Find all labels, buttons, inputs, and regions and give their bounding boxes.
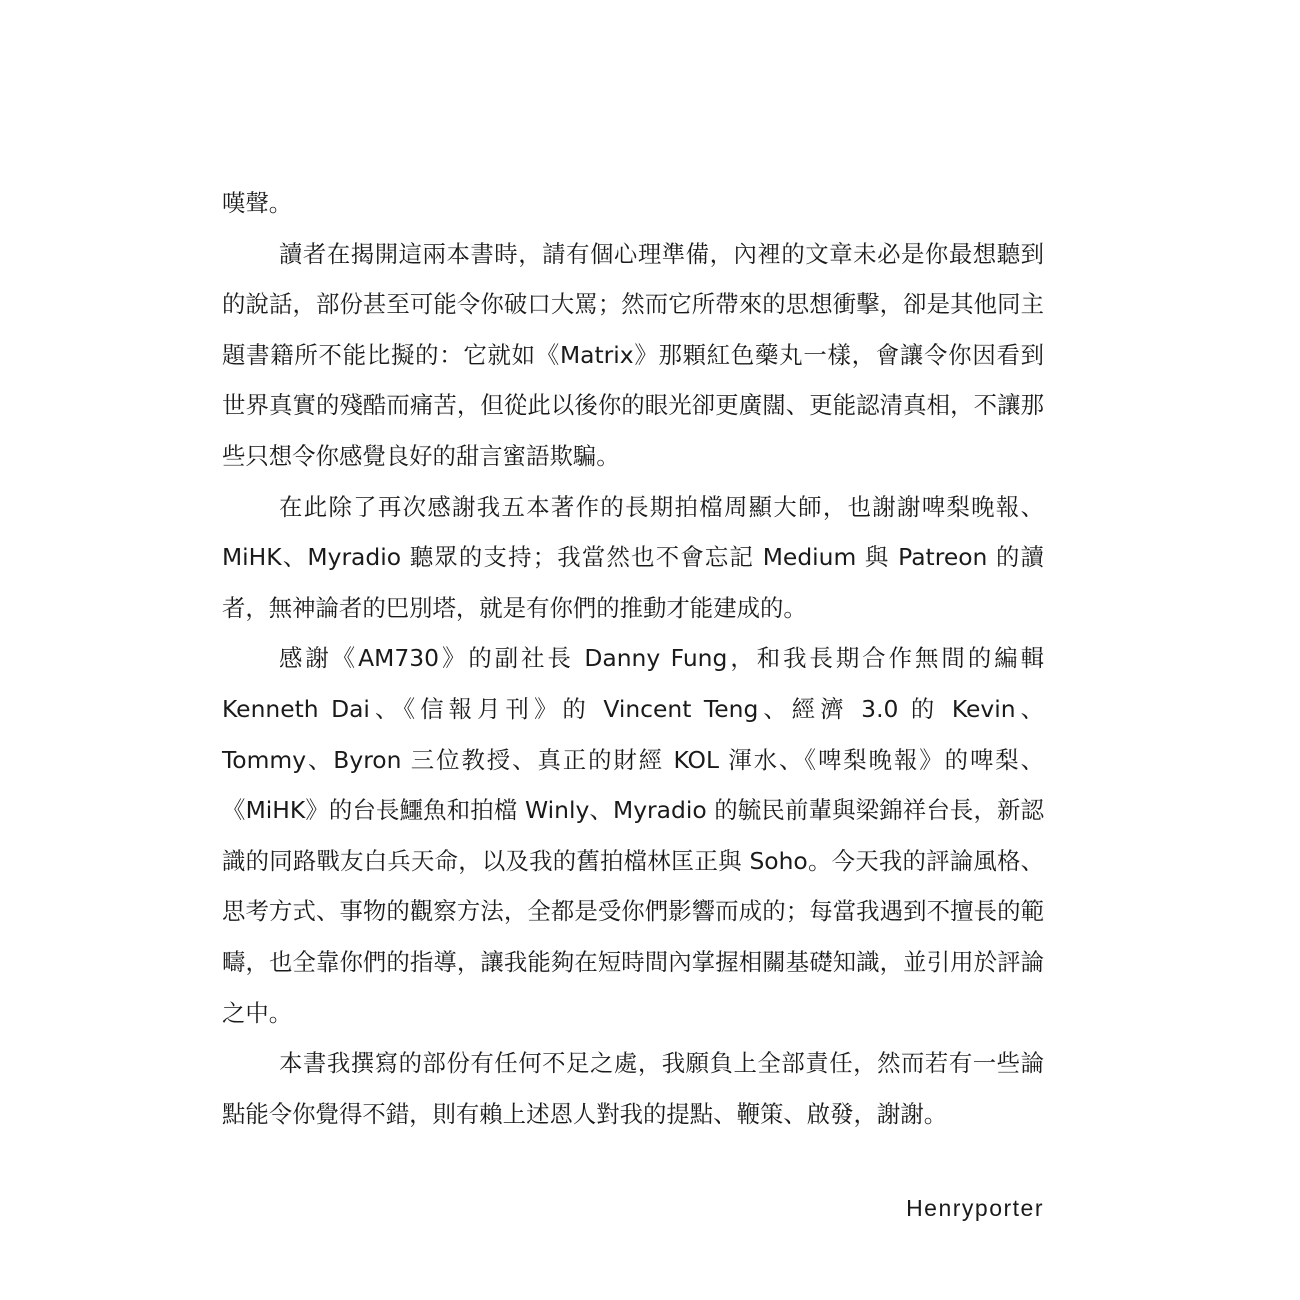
author-signature: Henryporter bbox=[906, 1195, 1044, 1221]
paragraph-thanks-audience: 在此除了再次感謝我五本著作的長期拍檔周顯大師，也謝謝啤梨晚報、MiHK、Myradio 聽眾的支持；我當然也不會忘記 Medium 與 Patreon 的讀者，無神論者的巴別塔，就是有你們的推動才能建成的。 bbox=[222, 492, 1044, 622]
document-body bbox=[222, 178, 1044, 1139]
paragraph-responsibility: 本書我撰寫的部份有任何不足之處，我願負上全部責任，然而若有一些論點能令你覺得不錯，則有賴上述恩人對我的提點、鞭策、啟發，謝謝。 bbox=[222, 1049, 1044, 1128]
paragraph-readers: 讀者在揭開這兩本書時，請有個心理準備，內裡的文章未必是你最想聽到的說話，部份甚至可能令你破口大罵；然而它所帶來的思想衝擊，卻是其他同主題書籍所不能比擬的：它就如《Matrix》那顆紅色藥丸一樣，會讓令你因看到世界真實的殘酷而痛苦，但從此以後你的眼光卻更廣闊、更能認清真相，不讓那些只想令你感覺良好的甜言蜜語欺騙。 bbox=[222, 239, 1044, 470]
paragraph-continuation: 嘆聲。 bbox=[222, 189, 293, 217]
paragraph-thanks-collaborators: 感謝《AM730》的副社長 Danny Fung，和我長期合作無間的編輯 Kenneth Dai、《信報月刊》的 Vincent Teng、經濟 3.0 的 Kevin、Tommy、Byron 三位教授、真正的財經 KOL 渾水、《啤梨晚報》的啤梨、《MiHK》的台長鱷魚和拍檔 Winly、Myradio 的毓民前輩與梁錦祥台長，新認識的同路戰友白兵天命，以及我的舊拍檔林匡正與 Soho。今天我的評論風格、思考方式、事物的觀察方法，全都是受你們影響而成的；每當我遇到不擅長的範疇，也全靠你們的指導，讓我能夠在短時間內掌握相關基礎知識，並引用於評論之中。 bbox=[222, 644, 1044, 1027]
